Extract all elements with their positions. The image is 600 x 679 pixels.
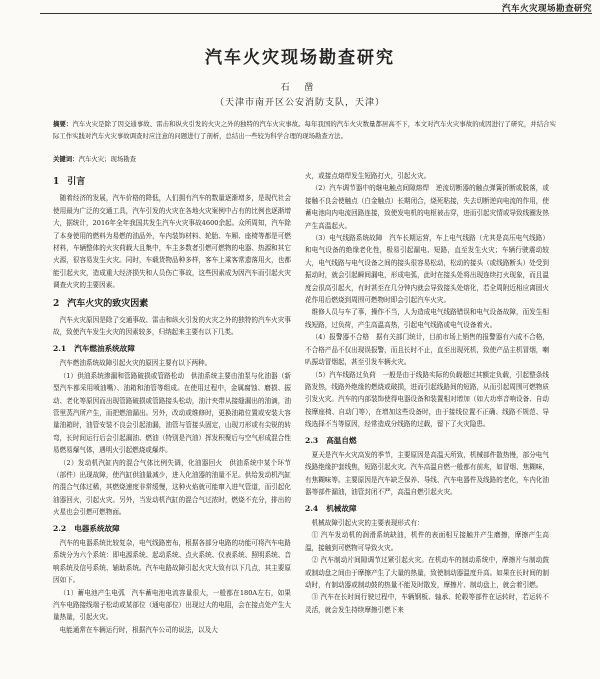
paragraph: 机械故障引起火灾的主要表现形式有： [311, 518, 424, 527]
paragraph: （1）供油系统渗漏和管路破损或管路松动 供油系统主要由油泵与化油器（新型汽车都采用喷油嘴）、油箱和油管等组成。在使用过程中，金属腐蚀、磨损、振动、老化等原因而出现管路破损或管路接头松动，油汁夹带从接缝漏出的油滴，油管里蒸汽所产生，而把燃油漏出。另外，改动或维修时，更换油箱位置或安装大容量油箱时，油管安装不良会引起油漏，油管与管接头固定，山现刀形或有尖锐的转弯，长时间运行后会引起漏油、燃油（特别是汽油）挥发积聚后与空气形成混合性易燃易爆气体，遇明火引起燃烧或爆炸。 [53, 371, 291, 455]
subsection-heading: 2.3 高温自燃 [305, 435, 357, 445]
subsection-heading: 2.4 机械故障 [305, 503, 357, 513]
keywords [53, 154, 556, 163]
paragraph: 维修人员与车了事，操作不当，人为造成电气线路错误和电气设备故障，而发生相线短路，过负荷，产生高温高热，引起电气线路或电气设备着火。 [305, 308, 549, 329]
paragraph: 汽车火灾原因是除了交通事故、雷击和纵火引发的火灾之外的独特的汽车火灾事故，致使汽车发生火灾的因素较多，归纳起来主要有以下几类。 [53, 316, 291, 337]
left-column [53, 170, 291, 679]
affiliation: （天津市南开区公安消防支队，天津） [214, 98, 385, 108]
paragraph: （5）汽车线路过负荷 一般是由于线路实际的负载超过其额定负载，引起整条线路发热，线路外绝缘的燃烧或破损，进而引起线路间的短路，从而引起周围可燃物质引发火灾。汽车的内部装饰使得电器设备和装置相对增加（如大功率音响设备、自动按摩座椅、自动门等），在增加这些设备时，由于接线位置不正确、线路不规范、导线选择不当等原因，经常造成分线路的过载，留下了火灾隐患。 [305, 370, 549, 429]
paragraph: 夏天是汽车火灾高发的季节，主要原因是高温天所致，机械部件散热慢，部分电气线路绝缘护套线焦，短路引起火灾。汽车高温自燃一般都有前兆，如冒烟、焦糊味，有焦糊味等。主要原因是汽车缺乏保养、导线、汽车电器件及线路的老化，车内化油器等部件漏油，油管封闭不严，高温自燃引起火灾。 [305, 450, 549, 497]
paragraph: （1）蓄电池产生电弧 汽车蓄电池电流容量很大，一般都在180A左右，如果汽车电路接线端子松动或某部位（通电部位）出现过大的电阻，会在接点处产生大量热量，引起火灾。 [53, 588, 291, 622]
paragraph: 火，或接点熔焊发生短路打火，引起火灾。 [305, 172, 431, 180]
header-rule [40, 13, 592, 14]
paragraph: ③ 汽车在长时间行驶过程中，车辆钢板、轴承、轮毂等部件在运转时，若运转不灵活，就会发生持续摩擦引燃下来 [305, 593, 549, 614]
keywords-label: 关键词： [53, 155, 79, 163]
paragraph: （4）报警器不合格 据有关部门统计，目前市场上销售的报警器有六成不合格，不合格产品不仅出现误报警，而且长时不止，直至出现死机，致使产品主机冒烟，喇叭振动冒烟起，甚至引发车辆火灾。 [305, 333, 549, 367]
author: 石 凿 [280, 83, 320, 93]
running-head: 汽车火灾现场勘查研究 [501, 4, 592, 14]
paragraph: ② 汽车制动片间隙调节过紧引起火灾。在机动车的制动系统中，摩擦片与制动鼓或制动盘之间由于摩擦产生了大量的热量，致使制动器温度升高。如果在长时间的制动时，有制动器或制动鼓的热量不能及时散发，摩擦片、制动盘上，就会着引燃。 [305, 556, 549, 589]
paragraph: （2）汽车调节器中的继电触点间隙熔焊 逆流切断器的触点弹簧折断或脱落，或接触不良会使触点（白金触点）长期闭合，烧死粘接，失去切断逆向电流的作用，使蓄电池向内电流回路连接，致使发电机的电枢被击穿，进而引起灾情或导致线圈发热产生高温起火。 [305, 184, 549, 230]
section-heading: 2 汽车火灾的致灾因素 [53, 298, 149, 309]
abstract-text: 汽车火灾是除了因交通事故、雷击和纵火引发的火灾之外的独特的汽车火灾事故。每年我国的汽车火灾数量都居高不下，本文对汽车火灾事故的成因进行了研究，并结合实际工作实践对汽车火灾事故调查时应注意的问题进行了剖析，总结出一些较为科学合理的现场勘查方法。 [53, 120, 557, 140]
paragraph: 汽车的电器系统比较复杂，电气线路密布，根据各部分电路的功能可将汽车电路系统分为六个系统：即电源系统、起动系统、点火系统、仪表系统、照明系统、音响系统及信号系统、辅助系统。汽车电路故障引起火灾大致有以下几点，其主要原因如下。 [53, 538, 291, 585]
paragraph: （3）电气线路系统故障 汽车长期运营，车上电气线路（尤其是高压电气线路）和电气设备的绝缘老化性，极易引起漏电、短路，直至发生火灾；车辆行驶震动较大，电气线路与电气设备之间的接头很容易松动，松动的接头（或线路断头）处受到振动时，就会引起瞬间漏电，形成电弧，此时在接头处将出现连续打火现象，而且温度会很高引起火，有时甚至在几分钟内就会导致接头处熔化，若全周附近相应离固火花作用后燃烧到周围可燃物时即会引起汽车火灾。 [305, 234, 549, 305]
right-column [305, 170, 549, 679]
article-title: 汽车火灾现场勘查研究 [205, 48, 395, 68]
paragraph: ① 汽车发动机的润滑系统缺油，机件的表面相互接触并产生磨擦，摩擦产生高温，接触到可燃物可导致火灾。 [305, 531, 549, 552]
abstract [53, 118, 556, 142]
paragraph: 随着经济的发展，汽车价格的降低，人们拥有汽车的数量逐渐增多，是现代社会使用最为广泛的交通工具，汽车引发的火灾在各地火灾案例中占有的比例也逐渐增大，据统计，2016年全年我国共发生汽车火灾事故4600余起。众所周知，汽车除了本身使用的燃料为易燃的油品外，车内装饰材料、轮胎、车厢、座椅等都是可燃材料，车辆整体的火灾荷载大且集中，车主多数者引燃可燃物的电器、热源和其它火源，很容易发生火灾。同时，车载货物品种多样，客车上乘客常遗落用火，也都能引起火灾，造成重大经济损失和人员伤亡事故，这些因素成为因汽车而引起火灾调查火灾的主要因素。 [53, 194, 291, 290]
paragraph: （2）发动机汽缸内的混合气体比例失调，化油器回火 供油系统中某个环节（部件）出现故障，使汽缸供油量减少，进入化油器的油量不足。供给发动机汽缸的混合气体过稀，其燃烧速度非常缓慢，这种火焰就可能窜入进气管道，而引起化油器回火，引起火灾。另外，当发动机汽缸的混合气过浓时，燃烧不充分，排出的火星也会引燃可燃物面。 [53, 458, 291, 517]
paragraph: 电能通常在车辆运行时，根据汽车公司的说法，以及大 [59, 625, 218, 634]
subsection-heading: 2.2 电器系统故障 [53, 523, 120, 533]
keywords-text: 汽车火灾；现场勘查 [78, 155, 137, 163]
abstract-label: 摘要： [53, 120, 73, 128]
subsection-heading: 2.1 汽车燃油系统故障 [53, 343, 135, 353]
section-heading: 1 引言 [53, 177, 86, 187]
paragraph: 汽车燃油系统故障引起火灾的原因主要有以下两种。 [59, 359, 212, 368]
